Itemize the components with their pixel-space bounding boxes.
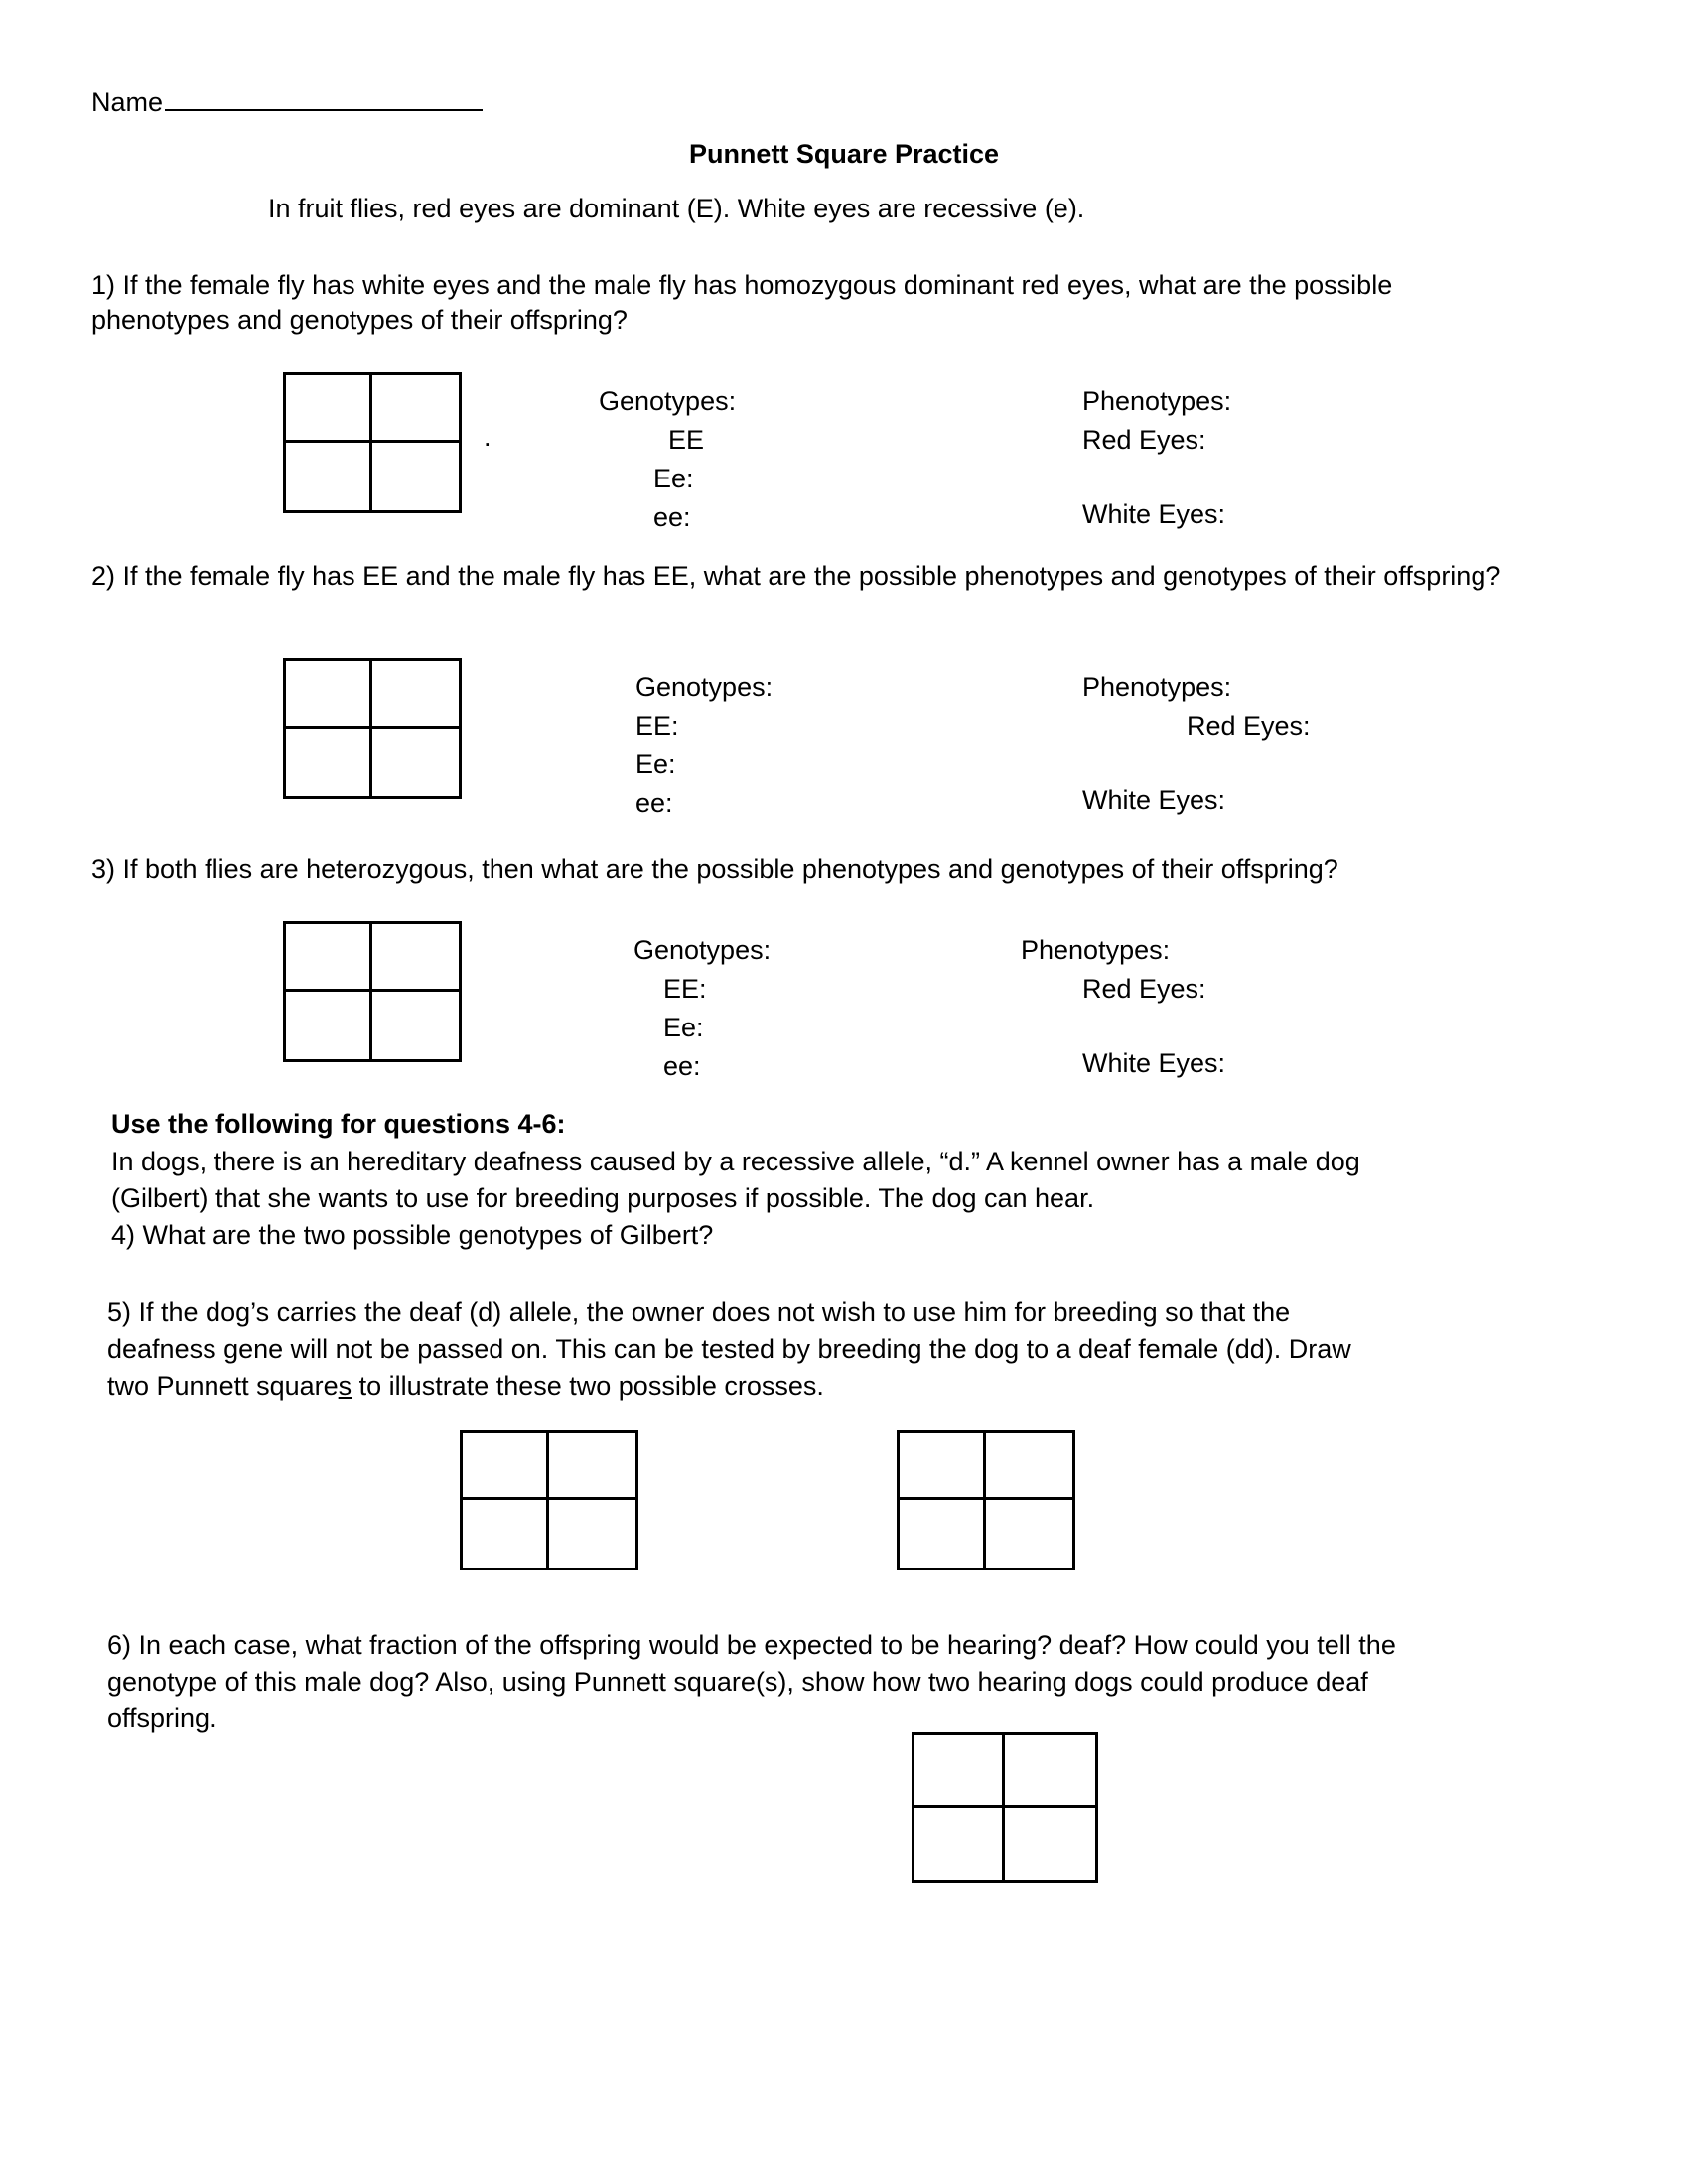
punnett-square-q5-right[interactable] <box>897 1430 1075 1570</box>
name-input-blank[interactable] <box>165 87 483 111</box>
q3-phenotypes-column <box>1021 931 1225 1083</box>
stray-dot-mark: . <box>484 422 492 452</box>
question-6-line-1: 6) In each case, what fraction of the offspring would be expected to be hearing? deaf? How could you tell the <box>107 1630 1396 1660</box>
q1-genotype-ee-dominant[interactable]: EE <box>668 425 705 456</box>
q1-genotypes-header: Genotypes: <box>599 386 737 416</box>
question-3-text: 3) If both flies are heterozygous, then what are the possible phenotypes and genotypes of their offspring? <box>91 854 1338 884</box>
punnett-cell[interactable] <box>286 924 372 992</box>
q2-phenotypes-header: Phenotypes: <box>1082 672 1232 702</box>
punnett-cell[interactable] <box>286 729 372 796</box>
intro-text: In fruit flies, red eyes are dominant (E). White eyes are recessive (e). <box>268 194 1085 223</box>
punnett-cell[interactable] <box>372 729 459 796</box>
page-title: Punnett Square Practice <box>688 139 1000 169</box>
question-4-text: 4) What are the two possible genotypes of Gilbert? <box>111 1220 714 1250</box>
q1-phenotypes-column <box>1082 382 1231 534</box>
question-5-line-3 <box>107 1369 1527 1404</box>
punnett-cell[interactable] <box>900 1500 986 1568</box>
punnett-square-q3[interactable] <box>283 921 462 1062</box>
name-field-row <box>91 87 483 118</box>
q3-genotype-heterozygous[interactable]: Ee: <box>663 1013 704 1043</box>
punnett-cell[interactable] <box>914 1735 1005 1808</box>
dogs-intro-line-1: In dogs, there is an hereditary deafness caused by a recessive allele, “d.” A kennel owner has a male dog <box>111 1147 1360 1176</box>
q1-phenotype-red-eyes[interactable]: Red Eyes: <box>1082 425 1206 456</box>
punnett-cell[interactable] <box>372 992 459 1059</box>
question-1-text: 1) If the female fly has white eyes and the male fly has homozygous dominant red eyes, what are the possible phenotypes and genotypes of their offspring? <box>91 270 1393 336</box>
punnett-cell[interactable] <box>286 375 372 443</box>
punnett-cell[interactable] <box>286 443 372 510</box>
question-2-text: 2) If the female fly has EE and the male fly has EE, what are the possible phenotypes and genotypes of their offspring? <box>91 561 1501 591</box>
punnett-cell[interactable] <box>372 443 459 510</box>
punnett-square-q1[interactable] <box>283 372 462 513</box>
punnett-cell[interactable] <box>986 1433 1072 1500</box>
q3-phenotype-white-eyes[interactable]: White Eyes: <box>1082 1048 1226 1079</box>
q2-genotype-dominant[interactable]: EE: <box>635 711 679 742</box>
punnett-square-q2[interactable] <box>283 658 462 799</box>
punnett-cell[interactable] <box>463 1500 549 1568</box>
q2-phenotype-white-eyes[interactable]: White Eyes: <box>1082 785 1226 816</box>
q2-phenotypes-column <box>1082 668 1311 820</box>
punnett-square-q6[interactable] <box>912 1732 1098 1883</box>
punnett-cell[interactable] <box>463 1433 549 1500</box>
question-5-line-3c: to illustrate these two possible crosses. <box>352 1371 824 1401</box>
dogs-section-heading: Use the following for questions 4-6: <box>111 1109 566 1139</box>
q1-phenotype-white-eyes[interactable]: White Eyes: <box>1082 499 1226 530</box>
punnett-cell[interactable] <box>1005 1735 1095 1808</box>
q3-genotypes-header: Genotypes: <box>633 935 772 965</box>
q3-genotypes-column <box>633 931 771 1087</box>
question-5-line-2: deafness gene will not be passed on. This can be tested by breeding the dog to a deaf female (dd). Draw <box>107 1334 1351 1364</box>
q2-genotype-recessive[interactable]: ee: <box>635 788 673 819</box>
q3-phenotype-red-eyes[interactable]: Red Eyes: <box>1082 974 1206 1005</box>
q3-phenotype-spacer <box>1021 1009 1225 1044</box>
punnett-cell[interactable] <box>286 992 372 1059</box>
punnett-cell[interactable] <box>900 1433 986 1500</box>
q1-genotype-recessive[interactable]: ee: <box>653 502 691 533</box>
punnett-cell[interactable] <box>986 1500 1072 1568</box>
q2-genotypes-header: Genotypes: <box>635 672 774 702</box>
q1-genotype-heterozygous[interactable]: Ee: <box>653 464 694 494</box>
punnett-cell[interactable] <box>372 924 459 992</box>
q2-phenotype-spacer <box>1082 746 1311 781</box>
punnett-cell[interactable] <box>372 661 459 729</box>
punnett-cell[interactable] <box>286 661 372 729</box>
punnett-cell[interactable] <box>549 1500 635 1568</box>
question-6-line-2: genotype of this male dog? Also, using Punnett square(s), show how two hearing dogs could produce deaf <box>107 1667 1368 1697</box>
question-5-line-1: 5) If the dog’s carries the deaf (d) allele, the owner does not wish to use him for breeding so that the <box>107 1297 1291 1327</box>
question-5-line-3a: two Punnett square <box>107 1371 339 1401</box>
q2-genotype-heterozygous[interactable]: Ee: <box>635 750 676 780</box>
question-6-line-3: offspring. <box>107 1704 217 1733</box>
q1-genotypes-column <box>599 382 736 538</box>
q1-phenotypes-header: Phenotypes: <box>1082 386 1232 416</box>
punnett-cell[interactable] <box>372 375 459 443</box>
q2-genotypes-column <box>635 668 773 824</box>
name-label: Name <box>91 87 164 117</box>
punnett-cell[interactable] <box>1005 1808 1095 1880</box>
q3-genotype-recessive[interactable]: ee: <box>663 1051 701 1082</box>
punnett-square-q5-left[interactable] <box>460 1430 638 1570</box>
q1-phenotype-spacer <box>1082 460 1231 495</box>
dogs-intro-line-2: (Gilbert) that she wants to use for breeding purposes if possible. The dog can hear. <box>111 1183 1095 1213</box>
punnett-cell[interactable] <box>549 1433 635 1500</box>
punnett-cell[interactable] <box>914 1808 1005 1880</box>
question-5-line-3-underlined-s: s <box>338 1371 352 1401</box>
q3-phenotypes-header: Phenotypes: <box>1021 935 1171 965</box>
q2-phenotype-red-eyes[interactable]: Red Eyes: <box>1187 711 1311 742</box>
q3-genotype-dominant[interactable]: EE: <box>663 974 707 1005</box>
